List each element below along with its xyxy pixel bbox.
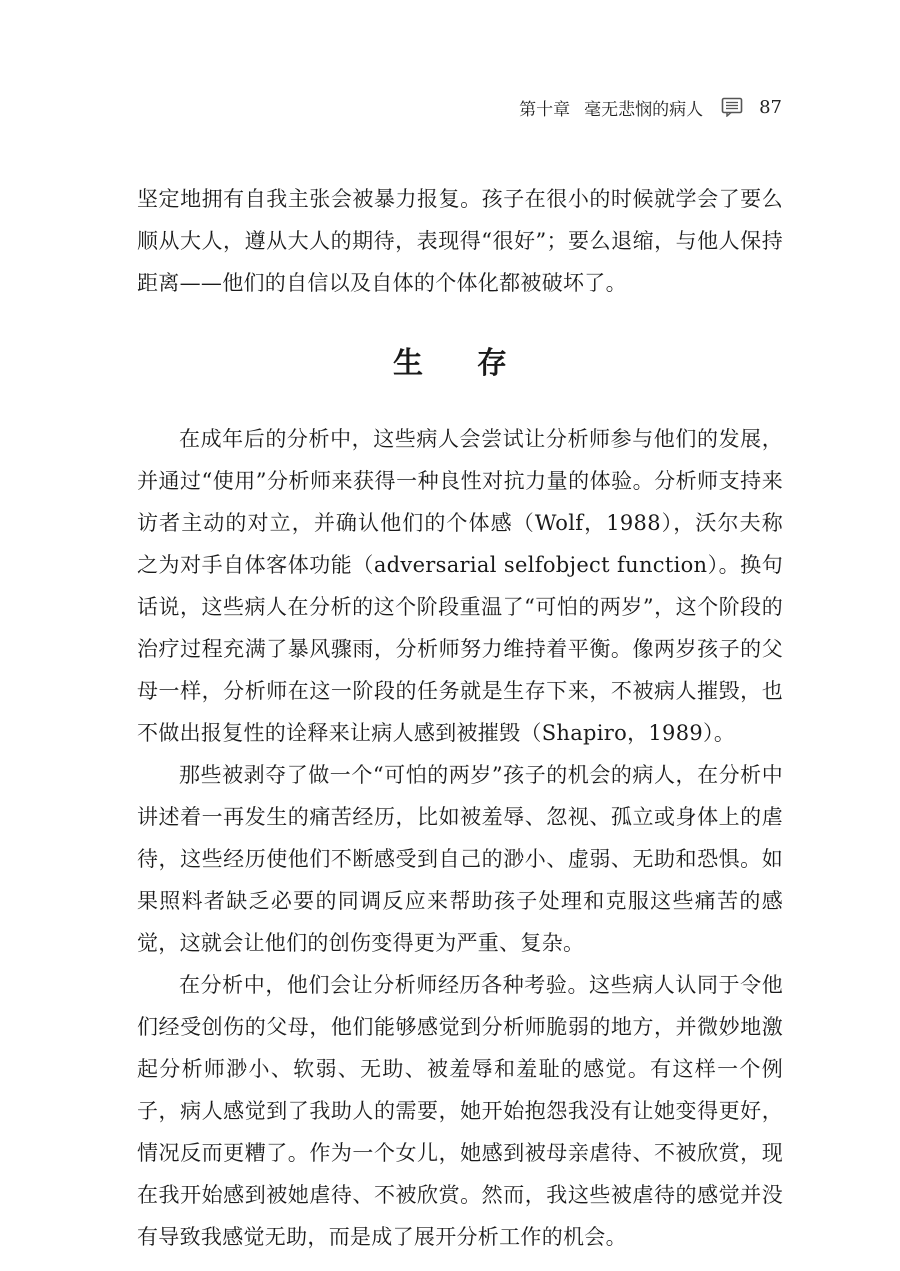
continuation-text-block: [137, 178, 783, 304]
running-header: [519, 93, 782, 121]
chapter-title: 毫无悲悯的病人: [584, 99, 704, 120]
continuation-paragraph: 坚定地拥有自我主张会被暴力报复。孩子在很小的时候就学会了要么顺从大人，遵从大人的期待，表现得“很好”；要么退缩，与他人保持距离——他们的自信以及自体的个体化都被破坏了。: [137, 187, 783, 295]
body-paragraph-3: 在分析中，他们会让分析师经历各种考验。这些病人认同于令他们经受创伤的父母，他们能够感觉到分析师脆弱的地方，并微妙地激起分析师渺小、软弱、无助、被羞辱和羞耻的感觉。有这样一个例子，病人感觉到了我助人的需要，她开始抱怨我没有让她变得更好，情况反而更糟了。作为一个女儿，她感到被母亲虐待、不被欣赏，现在我开始感到被她虐待、不被欣赏。然而，我这些被虐待的感觉并没有导致我感觉无助，而是成了展开分析工作的机会。: [137, 973, 783, 1249]
book-icon: [721, 97, 743, 117]
section-heading: 生存: [393, 346, 561, 381]
chapter-label: 第十章: [519, 99, 571, 120]
page-number: 87: [759, 96, 782, 118]
body-paragraph-1: 在成年后的分析中，这些病人会尝试让分析师参与他们的发展，并通过“使用”分析师来获得一种良性对抗力量的体验。分析师支持来访者主动的对立，并确认他们的个体感（Wolf，1988），沃尔夫称之为对手自体客体功能（adversarial selfobject function）。换句话说，这些病人在分析的这个阶段重温了“可怕的两岁”，这个阶段的治疗过程充满了暴风骤雨，分析师努力维持着平衡。像两岁孩子的父母一样，分析师在这一阶段的任务就是生存下来，不被病人摧毁，也不做出报复性的诠释来让病人感到被摧毁（Shapiro，1989）。: [137, 427, 783, 745]
body-paragraph-2: 那些被剥夺了做一个“可怕的两岁”孩子的机会的病人，在分析中讲述着一再发生的痛苦经历，比如被羞辱、忽视、孤立或身体上的虐待，这些经历使他们不断感受到自己的渺小、虚弱、无助和恐惧。如果照料者缺乏必要的同调反应来帮助孩子处理和克服这些痛苦的感觉，这就会让他们的创伤变得更为严重、复杂。: [137, 763, 783, 955]
section-body: [137, 418, 783, 1258]
